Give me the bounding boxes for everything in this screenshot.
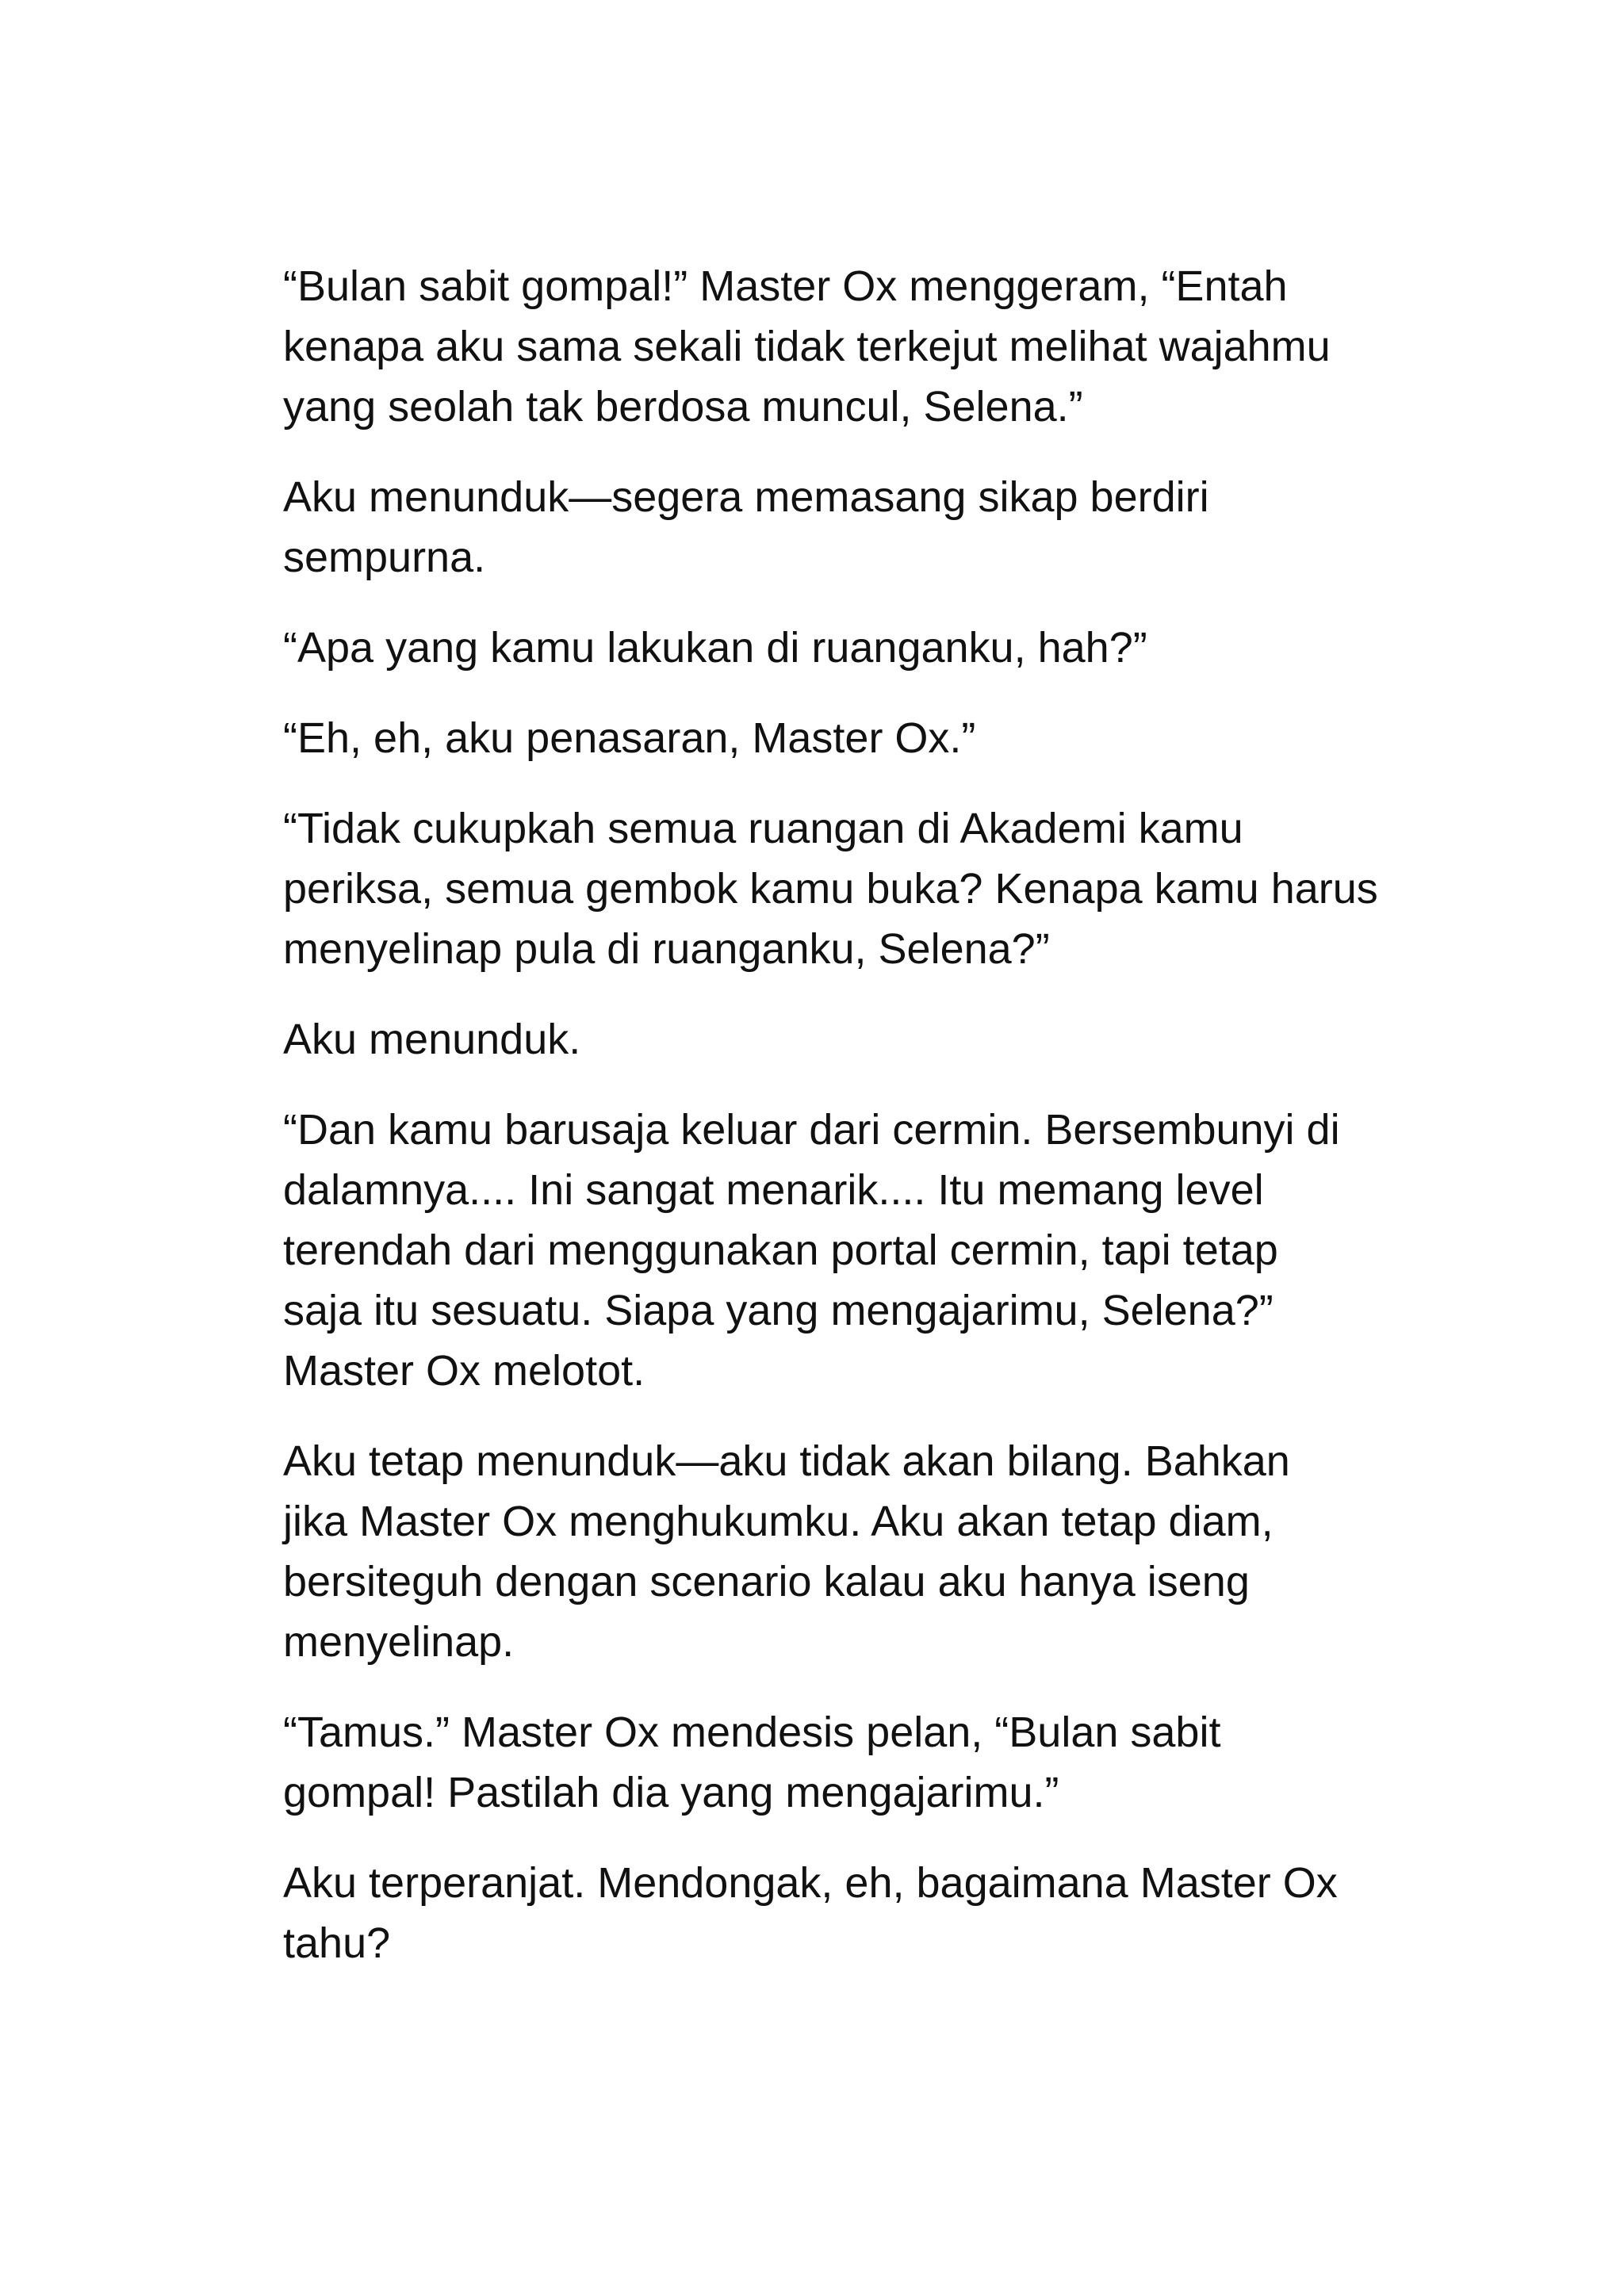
paragraph xyxy=(283,618,1377,678)
text-line: periksa, semua gembok kamu buka? Kenapa kamu harus xyxy=(283,865,1378,913)
text-line: Aku terperanjat. Mendongak, eh, bagaimana Master Ox xyxy=(283,1859,1338,1907)
paragraph xyxy=(283,1431,1377,1672)
text-line: kenapa aku sama sekali tidak terkejut melihat wajahmu xyxy=(283,323,1331,370)
paragraph xyxy=(283,467,1377,587)
story-text xyxy=(283,256,1377,2003)
text-line: “Bulan sabit gompal!” Master Ox menggeram, “Entah xyxy=(283,262,1288,310)
text-line: “Apa yang kamu lakukan di ruanganku, hah?” xyxy=(283,624,1147,672)
text-line: “Dan kamu barusaja keluar dari cermin. Bersembunyi di xyxy=(283,1106,1340,1154)
text-line: saja itu sesuatu. Siapa yang mengajarimu, Selena?” xyxy=(283,1287,1274,1334)
text-line: gompal! Pastilah dia yang mengajarimu.” xyxy=(283,1769,1059,1816)
paragraph xyxy=(283,1702,1377,1823)
text-line: “Eh, eh, aku penasaran, Master Ox.” xyxy=(283,714,976,762)
paragraph xyxy=(283,798,1377,979)
text-line: Master Ox melotot. xyxy=(283,1347,645,1395)
text-line: sempurna. xyxy=(283,534,486,581)
text-line: Aku tetap menunduk—aku tidak akan bilang. Bahkan xyxy=(283,1437,1290,1485)
text-line: “Tidak cukupkah semua ruangan di Akademi kamu xyxy=(283,805,1243,852)
text-line: tahu? xyxy=(283,1919,391,1967)
text-line: menyelinap pula di ruanganku, Selena?” xyxy=(283,925,1050,973)
text-line: bersiteguh dengan scenario kalau aku hanya iseng xyxy=(283,1558,1250,1605)
text-line: dalamnya.... Ini sangat menarik.... Itu memang level xyxy=(283,1166,1264,1214)
text-line: terendah dari menggunakan portal cermin, tapi tetap xyxy=(283,1226,1278,1274)
text-line: “Tamus.” Master Ox mendesis pelan, “Bulan sabit xyxy=(283,1709,1221,1756)
text-line: Aku menunduk. xyxy=(283,1016,581,1063)
paragraph xyxy=(283,256,1377,437)
text-line: yang seolah tak berdosa muncul, Selena.” xyxy=(283,383,1083,430)
paragraph xyxy=(283,708,1377,768)
paragraph xyxy=(283,1853,1377,1973)
text-line: Aku menunduk—segera memasang sikap berdiri xyxy=(283,473,1209,521)
text-line: menyelinap. xyxy=(283,1618,515,1666)
text-line: jika Master Ox menghukumku. Aku akan tetap diam, xyxy=(283,1498,1274,1545)
paragraph xyxy=(283,1100,1377,1401)
paragraph xyxy=(283,1009,1377,1070)
